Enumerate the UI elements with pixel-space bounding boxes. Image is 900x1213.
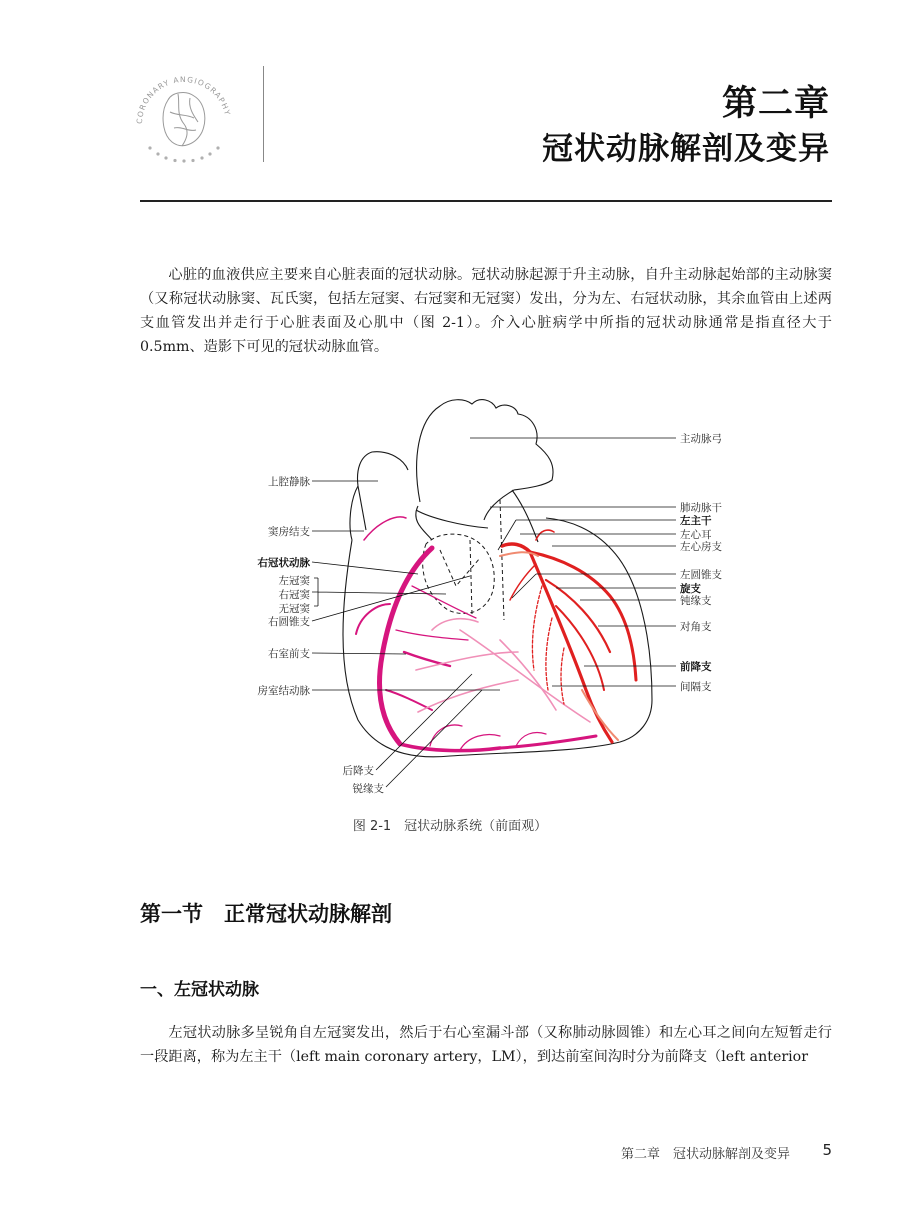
label-septal: 间隔支 <box>680 681 712 693</box>
label-lad: 前降支 <box>680 661 712 673</box>
subsection-title: 一、左冠状动脉 <box>140 980 259 1000</box>
label-rv-anterior: 右室前支 <box>268 648 310 660</box>
label-av-node: 房室结动脉 <box>257 685 310 697</box>
label-diagonal: 对角支 <box>680 621 712 633</box>
coronary-angiography-logo <box>128 62 240 174</box>
label-rca: 右冠状动脉 <box>257 557 310 569</box>
logo-dots <box>148 146 219 162</box>
label-r-conus: 右圆锥支 <box>268 616 310 628</box>
label-pda: 后降支 <box>342 765 374 777</box>
running-title: 第二章 冠状动脉解剖及变异 <box>620 1147 790 1162</box>
label-sa-node: 窦房结支 <box>268 526 310 538</box>
coronary-artery-figure <box>200 390 760 810</box>
label-pulmonary-trunk: 肺动脉干 <box>680 502 722 514</box>
label-left-main: 左主干 <box>680 515 712 527</box>
logo-divider <box>263 66 264 162</box>
right-coronary-system <box>356 517 596 751</box>
logo-text: CORONARY ANGIOGRAPHY <box>134 74 233 125</box>
header-rule <box>140 200 832 202</box>
section-title: 第一节 正常冠状动脉解剖 <box>140 901 392 926</box>
left-leader-lines <box>312 481 500 787</box>
heart-outline <box>343 400 652 757</box>
figure-caption: 图 2-1 冠状动脉系统（前面观） <box>352 819 548 834</box>
label-ncs: 无冠窦 <box>278 603 310 615</box>
chapter-title: 冠状动脉解剖及变异 <box>542 131 830 167</box>
right-leader-lines <box>470 438 676 686</box>
salmon-vessels <box>500 552 618 740</box>
label-aortic-arch: 主动脉弓 <box>680 433 722 445</box>
label-left-atrial-appendage: 左心耳 <box>680 529 712 541</box>
chapter-number: 第二章 <box>721 84 830 124</box>
page-number: 5 <box>822 1141 832 1159</box>
body-paragraph: 左冠状动脉多呈锐角自左冠窦发出，然后于右心室漏斗部（又称肺动脉圆锥）和左心耳之间向左短暂走行一段距离，称为左主干（left main coronary artery，LM），到达前室间沟时分为前降支（left anterior <box>140 1025 832 1065</box>
label-left-atrial-branch: 左心房支 <box>680 541 722 553</box>
label-rcs: 右冠窦 <box>278 589 310 601</box>
label-obtuse-marginal: 钝缘支 <box>680 595 712 607</box>
label-ramus: 旋支 <box>680 583 701 595</box>
left-labels <box>258 475 385 795</box>
intro-paragraph: 心脏的血液供应主要来自心脏表面的冠状动脉。冠状动脉起源于升主动脉，自升主动脉起始部的主动脉窦（又称冠状动脉窦、瓦氏窦，包括左冠窦、右冠窦和无冠窦）发出，分为左、右冠状动脉，其余血管由上述两支血管发出并走行于心脏表面及心肌中（图 2-1）。介入心脏病学中所指的冠状动脉通常是指直径大于 0.5mm、造影下可见的冠状动脉血管。 <box>140 267 832 355</box>
label-acute-marginal: 锐缘支 <box>352 783 384 795</box>
right-labels <box>680 432 722 693</box>
label-l-conus: 左圆锥支 <box>680 569 722 581</box>
label-svc: 上腔静脉 <box>268 476 310 488</box>
label-lcs: 左冠窦 <box>278 575 310 587</box>
svg-text:CORONARY ANGIOGRAPHY <box>135 75 232 124</box>
logo-heart-icon <box>163 93 205 146</box>
left-coronary-system <box>502 530 636 742</box>
